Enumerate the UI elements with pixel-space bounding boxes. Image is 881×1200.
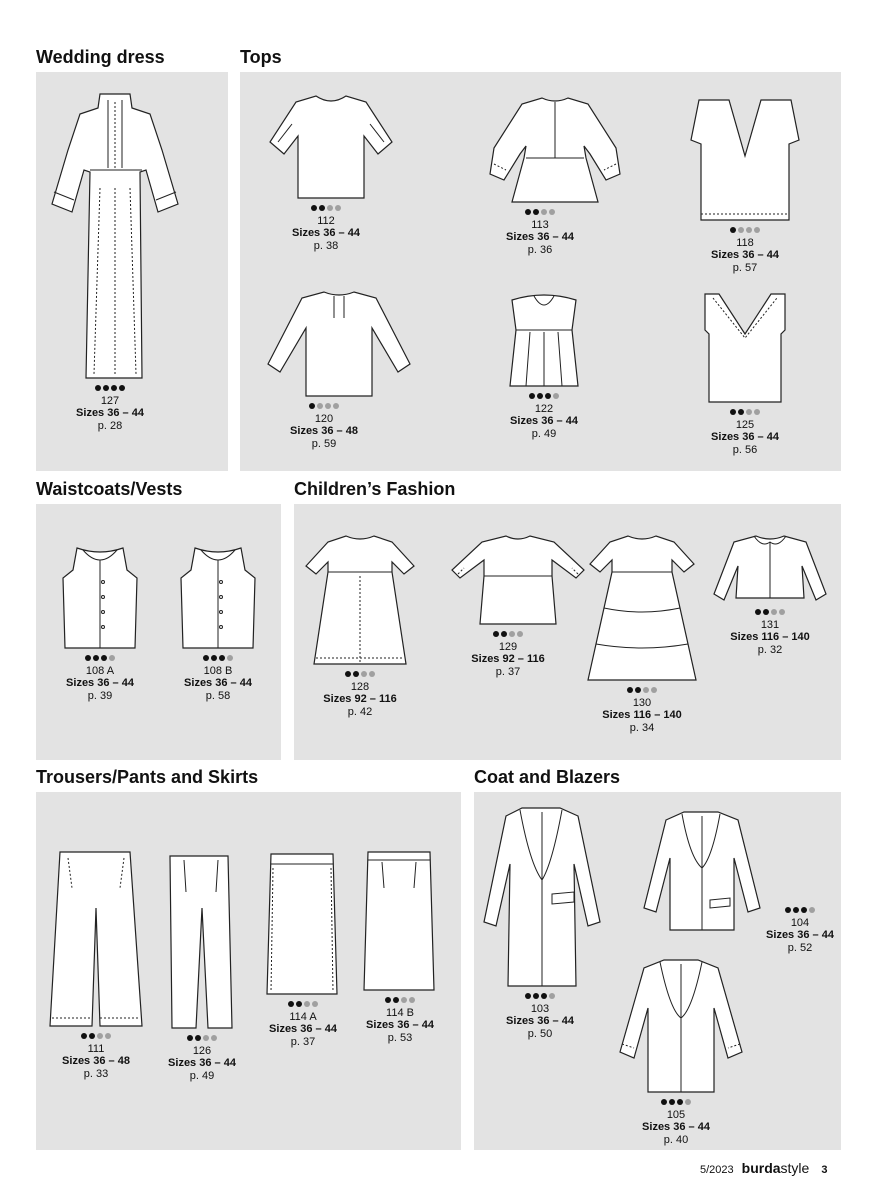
section-title-trousers: Trousers/Pants and Skirts: [36, 767, 259, 787]
pattern-sizes: Sizes 36 – 44: [506, 1015, 574, 1027]
pattern-number: 126: [192, 1045, 212, 1057]
difficulty-dot-filled: [195, 1035, 201, 1041]
top-113-sketch: [480, 94, 630, 206]
top-122-sketch: [494, 290, 594, 390]
pattern-number: 114 A: [289, 1011, 317, 1023]
difficulty-dots: [300, 671, 420, 679]
pattern-111[interactable]: [36, 848, 156, 1080]
brand-light: style: [780, 1160, 810, 1176]
difficulty-dot-empty: [109, 655, 115, 661]
pattern-page: p. 58: [205, 690, 231, 702]
pattern-129[interactable]: [448, 532, 568, 678]
pattern-sizes: Sizes 36 – 48: [62, 1055, 130, 1067]
pattern-page: p. 59: [311, 438, 337, 450]
pattern-118[interactable]: [685, 96, 805, 274]
difficulty-dot-empty: [333, 403, 339, 409]
difficulty-dot-empty: [643, 687, 649, 693]
difficulty-dot-filled: [755, 609, 761, 615]
pattern-number: 103: [530, 1003, 550, 1015]
difficulty-dot-filled: [730, 227, 736, 233]
pattern-108b[interactable]: [158, 542, 278, 702]
difficulty-dot-filled: [793, 907, 799, 913]
top-120-sketch: [264, 288, 414, 400]
pattern-number: 122: [534, 403, 554, 415]
difficulty-dot-empty: [754, 227, 760, 233]
pattern-page: p. 42: [347, 706, 373, 718]
pattern-112[interactable]: [266, 90, 386, 252]
difficulty-dots: [685, 227, 805, 235]
difficulty-dots: [480, 993, 600, 1001]
difficulty-dot-filled: [95, 385, 101, 391]
pattern-sizes: Sizes 116 – 140: [602, 709, 682, 721]
pattern-page: p. 52: [787, 942, 813, 954]
difficulty-dot-empty: [517, 631, 523, 637]
pattern-number: 125: [735, 419, 755, 431]
pattern-sizes: Sizes 36 – 48: [290, 425, 358, 437]
skirt-114a-sketch: [263, 850, 343, 998]
pattern-120[interactable]: [264, 288, 384, 450]
difficulty-dot-filled: [393, 997, 399, 1003]
pants-111-sketch: [46, 848, 146, 1030]
pattern-number: 130: [632, 697, 652, 709]
pattern-number: 111: [87, 1043, 105, 1055]
difficulty-dots: [740, 907, 860, 915]
difficulty-dot-empty: [369, 671, 375, 677]
difficulty-dot-empty: [553, 393, 559, 399]
difficulty-dots: [264, 403, 384, 411]
difficulty-dot-empty: [738, 227, 744, 233]
section-title-vests: Waistcoats/Vests: [36, 479, 183, 499]
difficulty-dot-filled: [525, 209, 531, 215]
difficulty-dot-empty: [227, 655, 233, 661]
difficulty-dot-filled: [203, 655, 209, 661]
difficulty-dot-filled: [211, 655, 217, 661]
pants-126-sketch: [164, 852, 240, 1032]
blouse-105-sketch: [616, 956, 746, 1096]
pattern-sizes: Sizes 36 – 44: [510, 415, 578, 427]
top-125-sketch: [695, 290, 795, 406]
difficulty-dot-filled: [89, 1033, 95, 1039]
difficulty-dot-filled: [319, 205, 325, 211]
difficulty-dots: [36, 1033, 156, 1041]
pattern-104[interactable]: [740, 904, 860, 954]
difficulty-dot-filled: [677, 1099, 683, 1105]
pattern-sizes: Sizes 36 – 44: [76, 407, 144, 419]
difficulty-dot-filled: [635, 687, 641, 693]
pattern-125[interactable]: [685, 290, 805, 456]
difficulty-dot-filled: [119, 385, 125, 391]
pattern-number: 120: [314, 413, 334, 425]
difficulty-dot-filled: [296, 1001, 302, 1007]
difficulty-dot-empty: [325, 403, 331, 409]
difficulty-dots: [616, 1099, 736, 1107]
pattern-page: p. 37: [290, 1036, 316, 1048]
top-118-sketch: [685, 96, 805, 224]
difficulty-dot-empty: [335, 205, 341, 211]
difficulty-dot-empty: [549, 209, 555, 215]
pattern-sizes: Sizes 36 – 44: [269, 1023, 337, 1035]
difficulty-dot-empty: [549, 993, 555, 999]
pattern-128[interactable]: [300, 532, 420, 718]
difficulty-dot-filled: [533, 209, 539, 215]
difficulty-dot-filled: [385, 997, 391, 1003]
pattern-page: p. 40: [663, 1134, 689, 1146]
difficulty-dot-empty: [401, 997, 407, 1003]
pattern-103[interactable]: [480, 804, 600, 1040]
difficulty-dot-filled: [730, 409, 736, 415]
difficulty-dot-filled: [529, 393, 535, 399]
difficulty-dot-filled: [763, 609, 769, 615]
difficulty-dot-filled: [669, 1099, 675, 1105]
difficulty-dots: [158, 655, 278, 663]
pattern-page: p. 33: [83, 1068, 109, 1080]
difficulty-dot-empty: [409, 997, 415, 1003]
difficulty-dot-filled: [525, 993, 531, 999]
difficulty-dot-empty: [541, 209, 547, 215]
difficulty-dot-filled: [345, 671, 351, 677]
pattern-page: p. 32: [757, 644, 783, 656]
difficulty-dot-filled: [501, 631, 507, 637]
difficulty-dot-empty: [685, 1099, 691, 1105]
difficulty-dots: [50, 385, 170, 393]
difficulty-dot-filled: [111, 385, 117, 391]
difficulty-dot-filled: [103, 385, 109, 391]
pattern-sizes: Sizes 36 – 44: [184, 677, 252, 689]
pattern-sizes: Sizes 36 – 44: [711, 431, 779, 443]
difficulty-dot-empty: [754, 409, 760, 415]
page-footer: [700, 1160, 827, 1178]
pattern-page: p. 49: [531, 428, 557, 440]
difficulty-dots: [266, 205, 386, 213]
difficulty-dots: [685, 409, 805, 417]
difficulty-dot-filled: [288, 1001, 294, 1007]
pattern-number: 118: [736, 237, 754, 249]
difficulty-dot-filled: [627, 687, 633, 693]
difficulty-dot-empty: [211, 1035, 217, 1041]
pattern-sizes: Sizes 116 – 140: [730, 631, 810, 643]
top-129-sketch: [448, 532, 588, 628]
difficulty-dot-empty: [779, 609, 785, 615]
difficulty-dot-filled: [661, 1099, 667, 1105]
pattern-page: p. 38: [313, 240, 339, 252]
pattern-page: p. 53: [387, 1032, 413, 1044]
pattern-113[interactable]: [480, 94, 600, 256]
pattern-page: p. 37: [495, 666, 521, 678]
pattern-sizes: Sizes 36 – 44: [711, 249, 779, 261]
pattern-sizes: Sizes 36 – 44: [366, 1019, 434, 1031]
pattern-page: p. 49: [189, 1070, 215, 1082]
pattern-sizes: Sizes 36 – 44: [66, 677, 134, 689]
dress-128-sketch: [300, 532, 420, 668]
difficulty-dots: [448, 631, 568, 639]
difficulty-dot-filled: [85, 655, 91, 661]
pattern-number: 105: [666, 1109, 686, 1121]
difficulty-dot-empty: [651, 687, 657, 693]
difficulty-dot-filled: [785, 907, 791, 913]
difficulty-dot-filled: [101, 655, 107, 661]
pattern-page: p. 36: [527, 244, 553, 256]
difficulty-dots: [710, 609, 830, 617]
pattern-130[interactable]: [582, 532, 702, 734]
difficulty-dot-empty: [312, 1001, 318, 1007]
difficulty-dot-filled: [801, 907, 807, 913]
pattern-sizes: Sizes 36 – 44: [292, 227, 360, 239]
jacket-131-sketch: [710, 530, 830, 606]
section-title-tops: Tops: [240, 47, 282, 67]
pattern-number: 112: [317, 215, 335, 227]
difficulty-dot-filled: [533, 993, 539, 999]
difficulty-dot-filled: [311, 205, 317, 211]
pattern-sizes: Sizes 92 – 116: [323, 693, 397, 705]
pattern-page: p. 34: [629, 722, 655, 734]
difficulty-dot-empty: [746, 409, 752, 415]
issue-label: 5/2023: [700, 1164, 734, 1176]
difficulty-dot-empty: [203, 1035, 209, 1041]
pattern-number: 113: [531, 219, 549, 231]
difficulty-dot-filled: [309, 403, 315, 409]
difficulty-dot-empty: [317, 403, 323, 409]
skirt-114b-sketch: [360, 848, 440, 994]
difficulty-dot-filled: [353, 671, 359, 677]
difficulty-dot-empty: [304, 1001, 310, 1007]
pattern-number: 128: [350, 681, 370, 693]
pattern-page: p. 57: [732, 262, 758, 274]
pattern-page: p. 50: [527, 1028, 553, 1040]
difficulty-dot-empty: [361, 671, 367, 677]
pattern-number: 114 B: [386, 1007, 414, 1019]
difficulty-dot-filled: [81, 1033, 87, 1039]
difficulty-dot-empty: [105, 1033, 111, 1039]
brand-bold: burda: [741, 1160, 781, 1176]
difficulty-dots: [40, 655, 160, 663]
difficulty-dots: [484, 393, 604, 401]
pattern-sizes: Sizes 92 – 116: [471, 653, 545, 665]
difficulty-dot-empty: [771, 609, 777, 615]
section-title-coats: Coat and Blazers: [474, 767, 621, 787]
difficulty-dot-filled: [738, 409, 744, 415]
brand-logo: [742, 1160, 810, 1176]
pattern-sizes: Sizes 36 – 44: [642, 1121, 710, 1133]
difficulty-dots: [582, 687, 702, 695]
pattern-number: 108 A: [85, 665, 115, 677]
difficulty-dot-filled: [537, 393, 543, 399]
difficulty-dot-filled: [219, 655, 225, 661]
pattern-108a[interactable]: [40, 542, 160, 702]
pattern-number: 127: [100, 395, 120, 407]
difficulty-dot-filled: [541, 993, 547, 999]
section-title-wedding: Wedding dress: [36, 47, 165, 67]
difficulty-dot-empty: [97, 1033, 103, 1039]
difficulty-dot-empty: [746, 227, 752, 233]
vest-108b-sketch: [173, 542, 263, 652]
coat-103-sketch: [480, 804, 604, 990]
page-number: 3: [821, 1164, 828, 1176]
pattern-number: 129: [498, 641, 518, 653]
pattern-page: p. 28: [97, 420, 123, 432]
difficulty-dot-empty: [809, 907, 815, 913]
vest-108a-sketch: [55, 542, 145, 652]
difficulty-dot-filled: [493, 631, 499, 637]
section-title-children: Children’s Fashion: [294, 479, 456, 499]
pattern-127[interactable]: [50, 88, 170, 432]
pattern-page: p. 56: [732, 444, 758, 456]
pattern-131[interactable]: [710, 530, 830, 656]
top-112-sketch: [266, 90, 396, 202]
pattern-114b[interactable]: [340, 848, 460, 1044]
pattern-number: 108 B: [203, 665, 233, 677]
difficulty-dot-filled: [187, 1035, 193, 1041]
difficulty-dots: [340, 997, 460, 1005]
pattern-105[interactable]: [616, 956, 736, 1146]
pattern-page: p. 39: [87, 690, 113, 702]
wedding-dress-sketch: [50, 88, 180, 382]
pattern-sizes: Sizes 36 – 44: [168, 1057, 236, 1069]
pattern-122[interactable]: [484, 290, 604, 440]
difficulty-dot-empty: [509, 631, 515, 637]
difficulty-dot-empty: [327, 205, 333, 211]
pattern-sizes: Sizes 36 – 44: [766, 929, 834, 941]
dress-130-sketch: [584, 532, 700, 684]
pattern-sizes: Sizes 36 – 44: [506, 231, 574, 243]
pattern-number: 104: [790, 917, 810, 929]
difficulty-dots: [480, 209, 600, 217]
difficulty-dot-filled: [545, 393, 551, 399]
pattern-number: 131: [760, 619, 780, 631]
difficulty-dot-filled: [93, 655, 99, 661]
